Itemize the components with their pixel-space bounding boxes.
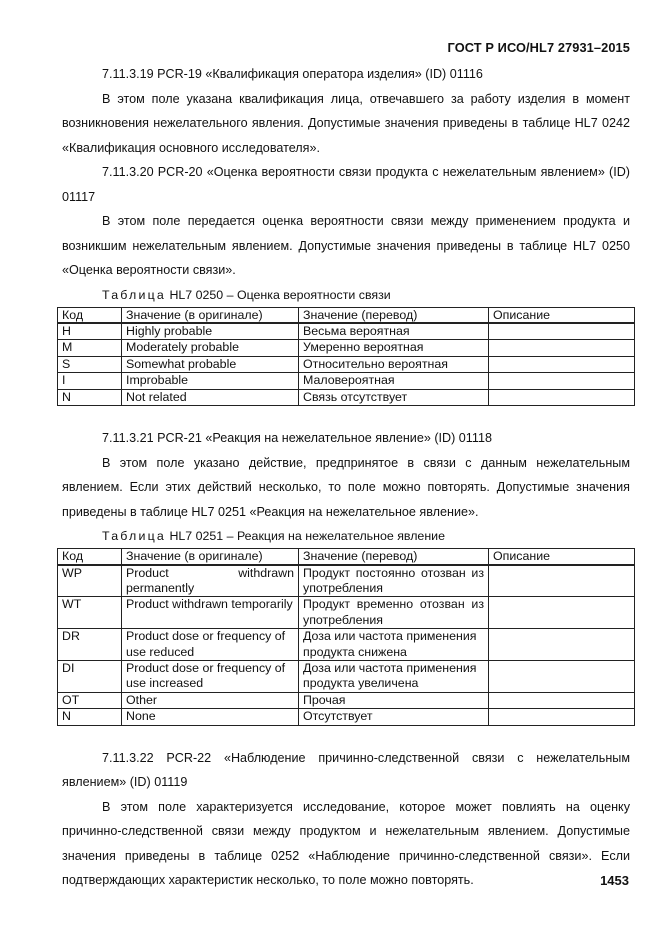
column-header: Значение (в оригинале) [122, 549, 299, 565]
table-row [58, 356, 635, 372]
table-cell: OT [58, 692, 122, 708]
table-0251-caption-word: Таблица [102, 529, 166, 544]
column-header: Описание [489, 307, 635, 323]
column-header: Код [58, 307, 122, 323]
document-body [62, 62, 630, 893]
table-row [58, 660, 635, 692]
table-cell: Product dose or frequency of use reduced [122, 629, 299, 661]
table-cell: Маловероятная [299, 373, 489, 389]
page-number: 1453 [600, 873, 629, 888]
table-cell: Product withdrawn permanently [122, 565, 299, 597]
table-cell [489, 660, 635, 692]
table-cell: Not related [122, 389, 299, 405]
table-cell: WP [58, 565, 122, 597]
table-cell: I [58, 373, 122, 389]
table-0250-caption-rest: HL7 0250 – Оценка вероятности связи [169, 287, 391, 302]
section-21-heading: 7.11.3.21 PCR-21 «Реакция на нежелательное явление» (ID) 01118 [102, 431, 492, 446]
table-cell: Доза или частота применения продукта снижена [299, 629, 489, 661]
table-cell: Продукт временно отозван из употребления [299, 597, 489, 629]
table-row [58, 373, 635, 389]
table-cell [489, 565, 635, 597]
section-20-heading: 7.11.3.20 PCR-20 «Оценка вероятности связи продукта с нежелательным явлением» (ID) 01117 [62, 165, 630, 204]
table-0250-caption-word: Таблица [102, 287, 166, 302]
section-22-heading: 7.11.3.22 PCR-22 «Наблюдение причинно-следственной связи с нежелательным явлением» (ID) 01119 [62, 750, 630, 790]
table-cell: Product dose or frequency of use increased [122, 660, 299, 692]
table-0251 [57, 548, 635, 726]
table-row [58, 709, 635, 725]
table-header-row [58, 307, 635, 323]
section-21-text: В этом поле указано действие, предпринятое в связи с данным нежелательным явлением. Если этих действий несколько, то поле можно повторять. Допустимые значения приведены в таблице HL7 0251 «Реакция на нежелательное явление». [62, 455, 630, 519]
table-cell: Умеренно вероятная [299, 340, 489, 356]
page-header-standard: ГОСТ Р ИСО/HL7 27931–2015 [447, 40, 630, 55]
table-cell [489, 629, 635, 661]
table-cell [489, 597, 635, 629]
column-header: Значение (в оригинале) [122, 307, 299, 323]
column-header: Код [58, 549, 122, 565]
table-cell [489, 340, 635, 356]
table-cell: None [122, 709, 299, 725]
table-cell: DI [58, 660, 122, 692]
section-19-text: В этом поле указана квалификация лица, отвечавшего за работу изделия в момент возникновения нежелательного явления. Допустимые значения приведены в таблице HL7 0242 «Квалификация основного исследователя». [62, 91, 630, 155]
table-cell: Moderately probable [122, 340, 299, 356]
column-header: Значение (перевод) [299, 549, 489, 565]
table-cell: Прочая [299, 692, 489, 708]
table-cell: N [58, 389, 122, 405]
table-row [58, 692, 635, 708]
table-header-row [58, 549, 635, 565]
table-row [58, 597, 635, 629]
table-cell: Продукт постоянно отозван из употребления [299, 565, 489, 597]
table-row [58, 565, 635, 597]
table-cell: Improbable [122, 373, 299, 389]
table-cell [489, 323, 635, 340]
table-cell: Other [122, 692, 299, 708]
section-19-heading: 7.11.3.19 PCR-19 «Квалификация оператора изделия» (ID) 01116 [102, 67, 483, 81]
table-cell: WT [58, 597, 122, 629]
table-cell: Отсутствует [299, 709, 489, 725]
table-cell: M [58, 340, 122, 356]
table-row [58, 340, 635, 356]
table-cell: Доза или частота применения продукта увеличена [299, 660, 489, 692]
table-cell: Относительно вероятная [299, 356, 489, 372]
table-cell: N [58, 709, 122, 725]
table-row [58, 629, 635, 661]
table-cell [489, 692, 635, 708]
table-cell: S [58, 356, 122, 372]
table-cell: Product withdrawn temporarily [122, 597, 299, 629]
table-cell: H [58, 323, 122, 340]
table-0250-caption [62, 283, 630, 307]
table-cell [489, 373, 635, 389]
table-0250 [57, 307, 635, 407]
section-20-text: В этом поле передается оценка вероятности связи между применением продукта и возникшим нежелательным явлением. Допустимые значения приведены в таблице HL7 0250 «Оценка вероятности связи». [62, 214, 630, 277]
table-cell: Highly probable [122, 323, 299, 340]
table-cell [489, 389, 635, 405]
table-row [58, 323, 635, 340]
column-header: Значение (перевод) [299, 307, 489, 323]
section-22-text: В этом поле характеризуется исследование, которое может повлиять на оценку причинно-следственной связи между продуктом и нежелательным явлением. Допустимые значения приведены в таблице 0252 «Наблюдение причинно-следственной связи». Если подтверждающих характеристик несколько, то поле можно повторять. [62, 799, 630, 888]
table-0251-caption-rest: HL7 0251 – Реакция на нежелательное явление [169, 529, 445, 544]
table-cell [489, 709, 635, 725]
table-cell: Связь отсутствует [299, 389, 489, 405]
table-cell: Somewhat probable [122, 356, 299, 372]
table-cell [489, 356, 635, 372]
table-0251-caption [62, 524, 630, 548]
column-header: Описание [489, 549, 635, 565]
table-row [58, 389, 635, 405]
table-cell: DR [58, 629, 122, 661]
table-cell: Весьма вероятная [299, 323, 489, 340]
